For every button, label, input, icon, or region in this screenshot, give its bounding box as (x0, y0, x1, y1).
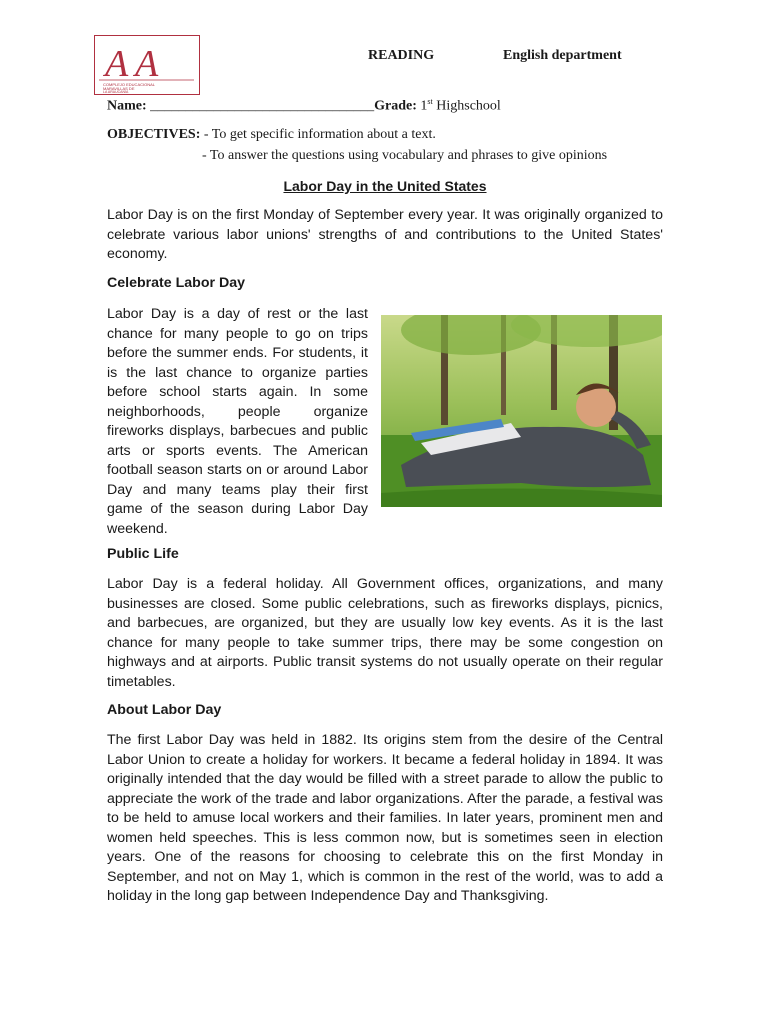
school-logo (94, 35, 200, 95)
objective-item: - To get specific information about a text. (203, 127, 436, 142)
objectives-line-1 (107, 127, 436, 143)
svg-text:LA ARAUCANÍA: LA ARAUCANÍA (103, 90, 129, 93)
section-paragraph: Labor Day is a day of rest or the last chance for many people to go on trips before the summer ends. For students, it is the last chance to organize parties before school starts again. In some neighborhoods, people organize fireworks displays, barbecues and public arts or sports events. The American football season starts on or around Labor Day and many teams play their first game of the season during Labor Day weekend. (107, 306, 368, 537)
svg-text:MARAVILLAS DE: MARAVILLAS DE (103, 86, 135, 91)
labor-day-photo (381, 315, 662, 507)
grade-suffix: st (427, 97, 433, 106)
intro-paragraph: Labor Day is on the first Monday of September every year. It was originally organized to celebrate various labor unions' strengths of and contributions to the United States' economy. (107, 207, 663, 262)
objective-item: - To answer the questions using vocabulary and phrases to give opinions (202, 148, 608, 163)
grade-number: 1 (420, 98, 428, 114)
section-heading: Public Life (107, 546, 179, 562)
student-info-line (107, 97, 501, 115)
svg-text:A: A (135, 43, 159, 85)
svg-text:COMPLEJO EDUCACIONAL: COMPLEJO EDUCACIONAL (103, 82, 156, 87)
grade-label: Grade: (374, 98, 417, 114)
section-paragraph: Labor Day is a federal holiday. All Government offices, organizations, and many businesses are closed. Some public celebrations, such as fireworks displays, picnics, and barbecues, are organized, but they are usually low key events. As it is the last chance for many people to take summer trips, there may be some congestion on highways and at airports. Public transit systems do not usually operate on their regular timetables. (107, 576, 663, 690)
section-heading: Celebrate Labor Day (107, 275, 245, 291)
section-paragraph: The first Labor Day was held in 1882. Its origins stem from the desire of the Central Labor Union to create a holiday for workers. It became a federal holiday in 1894. It was originally intended that the day would be filled with a street parade to allow the public to appreciate the work of the trade and labor organizations. After the parade, a festival was to be held to amuse local workers and their families. In later years, prominent men and women held speeches. This is less common now, but is sometimes seen in election years. One of the reasons for choosing to celebrate this on the first Monday in September, and not on May 1, which is common in the rest of the world, was to add a holiday in the long gap between Independence Day and Thanksgiving. (107, 732, 663, 904)
department-label: English department (503, 48, 622, 63)
objectives-label: OBJECTIVES: (107, 127, 201, 142)
name-label: Name: (107, 98, 147, 114)
subject-label: READING (368, 48, 435, 63)
article-title: Labor Day in the United States (283, 178, 487, 194)
section-heading: About Labor Day (107, 702, 222, 718)
name-blank[interactable]: ________________________________ (150, 98, 375, 114)
grade-value: Highschool (436, 98, 501, 114)
svg-text:A: A (105, 43, 129, 85)
